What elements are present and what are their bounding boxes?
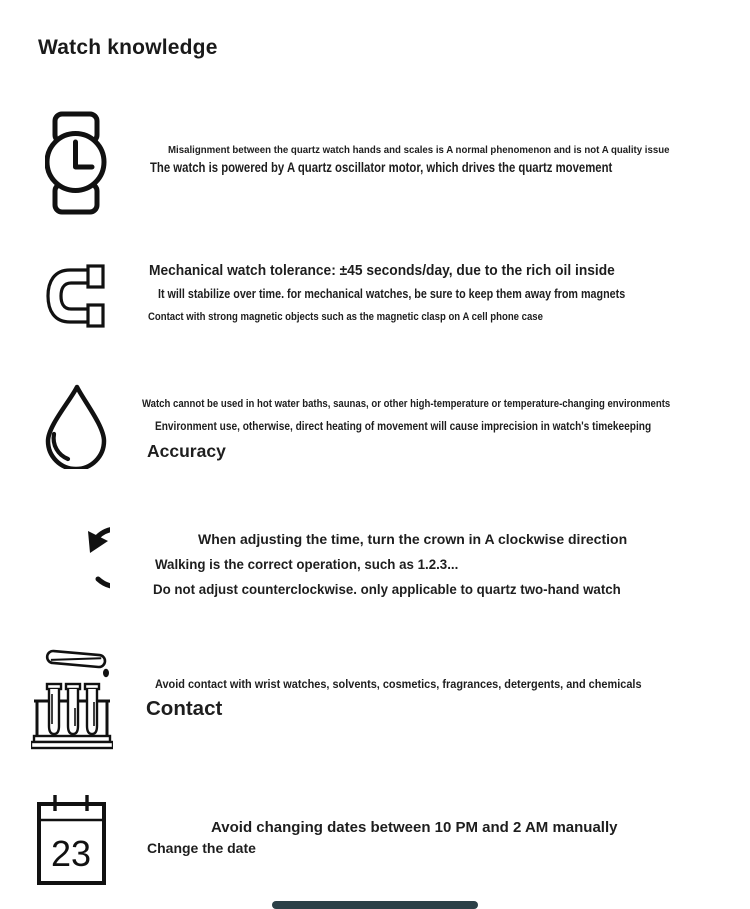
magnetic-contact-note: Contact with strong magnetic objects such as the magnetic clasp on A cell phone case (148, 311, 543, 323)
watch-icon (45, 111, 107, 215)
walking-note: Walking is the correct operation, such as 1.2.3... (155, 556, 459, 572)
date-change-note: Avoid changing dates between 10 PM and 2 AM manually (211, 819, 618, 836)
environment-note: Environment use, otherwise, direct heating of movement will cause imprecision in watch's timekeeping (155, 421, 652, 433)
counterclockwise-note: Do not adjust counterclockwise. only applicable to quartz two-hand watch (153, 581, 621, 597)
tolerance-note: Mechanical watch tolerance: ±45 seconds/day, due to the rich oil inside (149, 263, 615, 279)
clockwise-note: When adjusting the time, turn the crown in A clockwise direction (198, 531, 628, 547)
page-title: Watch knowledge (38, 36, 218, 59)
stabilize-note: It will stabilize over time. for mechanical watches, be sure to keep them away from magnets (158, 287, 626, 301)
contact-heading: Contact (146, 697, 223, 720)
calendar-icon (36, 793, 108, 887)
chemicals-note: Avoid contact with wrist watches, solvents, cosmetics, fragrances, detergents, and chemicals (155, 679, 642, 691)
quartz-motor-note: The watch is powered by A quartz oscillator motor, which drives the quartz movement (150, 160, 613, 175)
water-drop-icon (39, 383, 111, 469)
clockwise-arrow-icon (42, 519, 110, 595)
home-indicator[interactable] (272, 901, 478, 909)
misalignment-note: Misalignment between the quartz watch hands and scales is A normal phenomenon and is not A quality issue (168, 144, 670, 156)
test-tubes-icon (31, 644, 113, 750)
hot-water-note: Watch cannot be used in hot water baths, saunas, or other high-temperature or temperature-changing environments (142, 398, 671, 410)
accuracy-heading: Accuracy (147, 441, 226, 461)
calendar-day-number: 23 (50, 833, 92, 874)
magnet-icon (44, 262, 106, 330)
change-date-heading: Change the date (147, 840, 256, 856)
